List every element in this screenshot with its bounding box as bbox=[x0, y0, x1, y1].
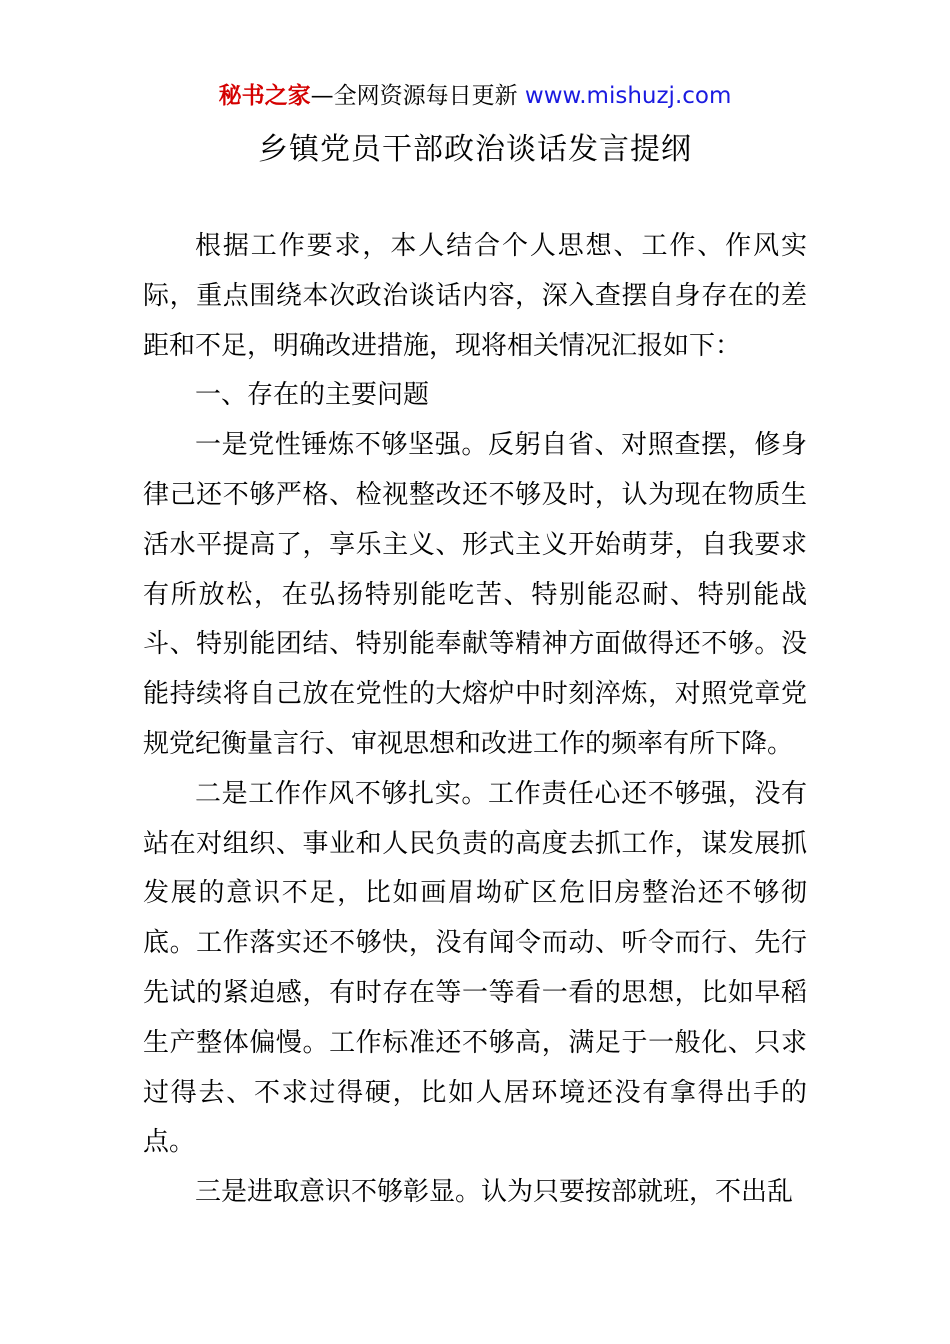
issue-paragraph-1: 一是党性锤炼不够坚强。反躬自省、对照查摆，修身律己还不够严格、检视整改还不够及时，认为现在物质生活水平提高了，享乐主义、形式主义开始萌芽，自我要求有所放松，在弘扬特别能吃苦、特别能忍耐、特别能战斗、特别能团结、特别能奉献等精神方面做得还不够。没能持续将自己放在党性的大熔炉中时刻淬炼，对照党章党规党纪衡量言行、审视思想和改进工作的频率有所下降。 bbox=[143, 430, 807, 759]
header-tagline: —全网资源每日更新 bbox=[310, 83, 525, 109]
brand-name: 秘书之家 bbox=[218, 83, 311, 109]
issue-paragraph-2: 二是工作作风不够扎实。工作责任心还不够强，没有站在对组织、事业和人民负责的高度去抓工作，谋发展抓发展的意识不足，比如画眉坳矿区危旧房整治还不够彻底。工作落实还不够快，没有闻令而动、听令而行、先行先试的紧迫感，有时存在等一等看一看的思想，比如早稻生产整体偏慢。工作标准还不够高，满足于一般化、只求过得去、不求过得硬，比如人居环境还没有拿得出手的点。 bbox=[143, 778, 807, 1158]
site-header bbox=[0, 80, 950, 112]
intro-paragraph: 根据工作要求，本人结合个人思想、工作、作风实际，重点围绕本次政治谈话内容，深入查摆自身存在的差距和不足，明确改进措施，现将相关情况汇报如下： bbox=[143, 231, 807, 361]
site-url-link[interactable]: www.mishuzj.com bbox=[524, 83, 732, 109]
section-heading: 一、存在的主要问题 bbox=[195, 380, 430, 411]
document-body bbox=[143, 222, 807, 1218]
issue-paragraph-3: 三是进取意识不够彰显。认为只要按部就班，不出乱 bbox=[195, 1177, 794, 1208]
document-title: 乡镇党员干部政治谈话发言提纲 bbox=[258, 132, 692, 167]
